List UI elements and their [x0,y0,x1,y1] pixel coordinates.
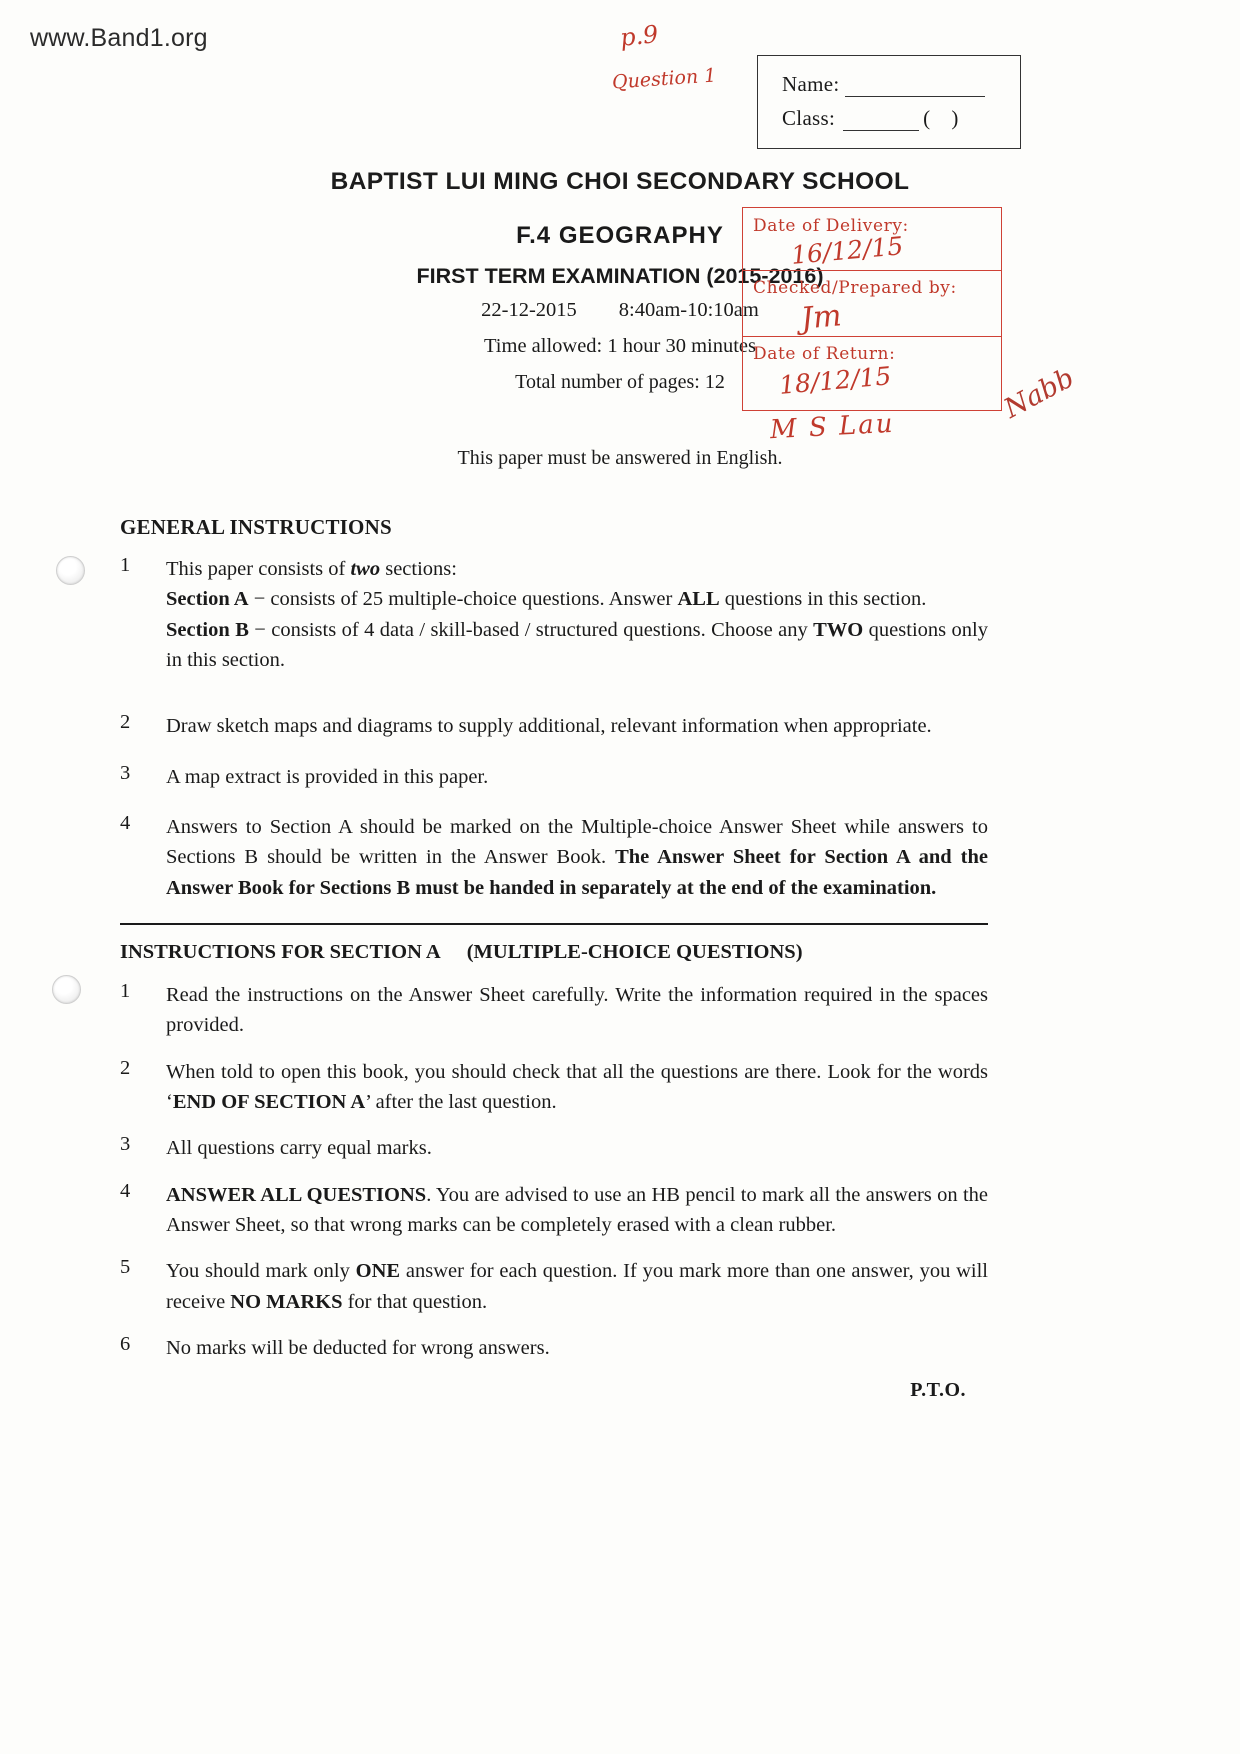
name-label: Name: [782,72,840,96]
item-text [166,1057,988,1118]
item-number: 2 [120,1056,131,1079]
item-text-pre: When told to open this book, you should check that all the questions are there. Look for the words ‘ [166,1060,988,1113]
name-field[interactable] [845,76,985,97]
section-a-end: questions in this section. [719,588,927,611]
school-name: BAPTIST LUI MING CHOI SECONDARY SCHOOL [330,168,910,195]
section-a-text: − consists of 25 multiple-choice questions. Answer [248,588,678,611]
class-field[interactable] [843,110,919,131]
student-info-box [757,55,1021,149]
item-text-bold: END OF SECTION A [172,1090,366,1113]
item-text-bold: The Answer Sheet for Section A and the Answer Book for Sections B must be handed in separately at the end of the examination. [166,846,989,899]
class-number-paren: ( ) [923,106,967,130]
exam-title: FIRST TERM EXAMINATION (2015-2016) [416,264,824,288]
stamp-divider-1 [743,270,1001,271]
class-row [782,106,966,131]
stamp-checked-label: Checked/Prepared by: [753,278,957,298]
page-turn-over-note: P.T.O. [910,1379,966,1402]
section-a-item-4 [120,1180,988,1241]
item-text-bold-two: NO MARKS [230,1290,343,1313]
item-text [166,554,988,675]
stamp-return-value: 18/12/15 [777,361,893,400]
item-lead: This paper consists of [166,558,351,580]
section-divider [120,923,988,925]
section-a-instructions-title [120,941,988,964]
item-text: All questions carry equal marks. [166,1137,432,1160]
item-text: A map extract is provided in this paper. [166,765,489,788]
handwritten-teacher-signature: M S Lau [769,408,896,446]
item-text [166,812,988,903]
hole-punch-mark-bottom [52,975,81,1004]
item-number: 1 [120,979,131,1002]
handwritten-side-initials: Nabb [999,362,1080,425]
section-a-item-2 [120,1057,988,1118]
item-number: 3 [120,761,131,784]
item-text: Draw sketch maps and diagrams to supply additional, relevant information when appropriate. [166,715,932,738]
exam-time: 8:40am-10:10am [618,299,759,321]
section-a-item-5 [120,1256,988,1317]
name-row [782,72,985,97]
item-number: 3 [120,1133,131,1156]
item-text-post: ’ after the last question. [365,1090,557,1113]
time-allowed: Time allowed: 1 hour 30 minutes [484,335,756,357]
section-a-title-main: INSTRUCTIONS FOR SECTION A [120,940,441,963]
item-text-mid: answer for each question. If you mark more than one answer, you will receive [166,1260,988,1313]
item-text: No marks will be deducted for wrong answers. [166,1336,550,1359]
item-number: 5 [120,1256,131,1279]
stamp-checked-signature: Jm [799,298,843,337]
item-text-plain: Answers to Section A should be marked on the Multiple-choice Answer Sheet while answers to Sections B should be written in the Answer Book. [166,815,988,869]
general-instructions-title: GENERAL INSTRUCTIONS [120,515,392,539]
section-a-item-1 [120,980,988,1041]
item-lead-emphasis: two [350,558,381,580]
stamp-divider-2 [743,336,1001,337]
item-text-pre: You should mark only [166,1260,356,1283]
exam-date: 22-12-2015 [481,299,577,321]
general-instruction-item-3 [120,762,988,792]
general-instruction-item-4 [120,812,988,903]
item-text: Read the instructions on the Answer Sheet carefully. Write the information required in the spaces provided. [166,983,988,1037]
section-a-label: Section A [166,588,249,611]
subject-title: F.4 GEOGRAPHY [516,222,724,249]
item-number: 2 [120,711,131,734]
general-instruction-item-1 [120,554,988,675]
item-text-bold-one: ONE [355,1260,401,1283]
language-note: This paper must be answered in English. [457,447,783,469]
stamp-delivery-value: 16/12/15 [789,231,905,270]
instructions-content [120,515,988,1402]
handwritten-page-mark: p.9 [618,20,660,52]
item-text-bold: ANSWER ALL QUESTIONS [166,1183,427,1206]
stamp-delivery-label: Date of Delivery: [753,216,909,236]
section-a-item-6 [120,1333,988,1363]
exam-datetime [0,299,1240,322]
section-b-end: questions only in this section. [166,618,988,671]
item-number: 1 [120,554,131,576]
general-instruction-item-2 [120,711,988,741]
item-number: 6 [120,1332,131,1355]
section-b-bold: TWO [813,618,864,641]
delivery-stamp-box [742,207,1002,411]
section-a-bold: ALL [677,588,720,611]
total-pages: Total number of pages: 12 [515,371,725,393]
hole-punch-mark-top [56,556,85,585]
item-text-plain: . You are advised to use an HB pencil to mark all the answers on the Answer Sheet, so that wrong marks can be completely erased with a clean rubber. [166,1183,988,1236]
handwritten-question-mark: Question 1 [611,64,717,94]
item-number: 4 [120,1179,131,1202]
class-label: Class: [782,106,836,130]
item-text [166,1180,988,1241]
item-text [166,1256,988,1317]
stamp-return-label: Date of Return: [753,344,896,364]
watermark-text: www.Band1.org [30,24,208,52]
section-a-item-3 [120,1133,988,1163]
item-number: 4 [120,811,131,834]
section-a-title-sub: (MULTIPLE-CHOICE QUESTIONS) [466,940,803,963]
item-lead-end: sections: [380,558,457,580]
item-text-post: for that question. [342,1290,488,1313]
section-b-label: Section B [166,618,249,641]
section-b-text: − consists of 4 data / skill-based / structured questions. Choose any [248,618,814,641]
